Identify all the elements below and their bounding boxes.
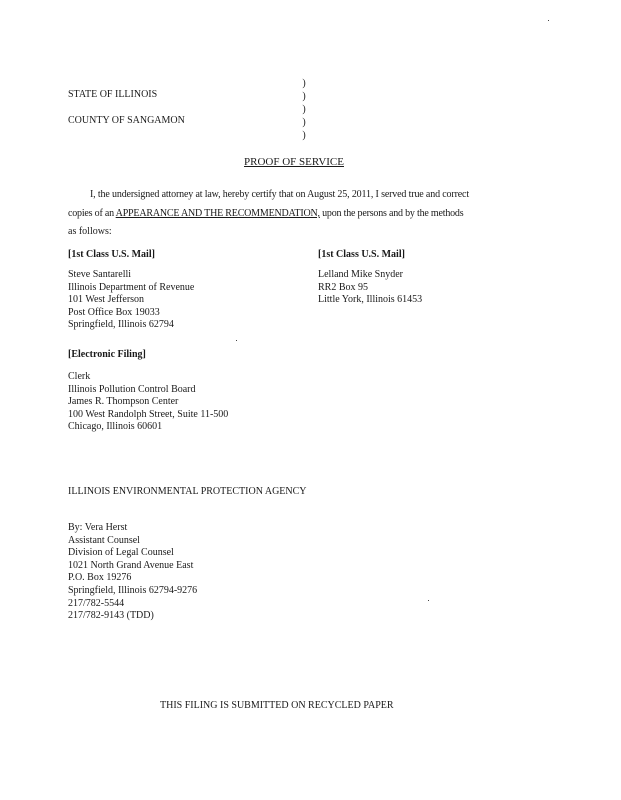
caption-parentheses: [301, 79, 307, 144]
signature-line: 217/782-9143 (TDD): [68, 610, 154, 622]
address-line: Illinois Department of Revenue: [68, 281, 195, 293]
signature-line: 1021 North Grand Avenue East: [68, 559, 194, 571]
signature-line: By: Vera Herst: [68, 522, 128, 533]
address-line: Chicago, Illinois 60601: [68, 421, 163, 433]
service-address-electronic: [68, 372, 228, 435]
service-method-right: [1st Class U.S. Mail]: [318, 249, 405, 260]
certification-text: upon the persons and by the methods: [319, 208, 464, 219]
address-line: Illinois Pollution Control Board: [68, 383, 196, 395]
scan-speck: [428, 600, 429, 601]
caption-paren: ): [302, 117, 306, 128]
caption-paren: ): [302, 78, 306, 89]
signature-block: [68, 523, 197, 624]
scan-speck: [236, 340, 237, 341]
address-line: Springfield, Illinois 62794: [68, 319, 174, 331]
agency-name: ILLINOIS ENVIRONMENTAL PROTECTION AGENCY: [68, 486, 307, 497]
certification-line-2: [68, 209, 463, 219]
signature-line: Assistant Counsel: [68, 534, 140, 546]
signature-line: Division of Legal Counsel: [68, 547, 174, 559]
scan-speck: [548, 20, 549, 21]
service-address-right: [318, 270, 422, 308]
address-line: Post Office Box 19033: [68, 306, 160, 318]
signature-line: Springfield, Illinois 62794-9276: [68, 584, 198, 596]
certification-text: copies of an: [68, 208, 116, 219]
caption-county: COUNTY OF SANGAMON: [68, 115, 185, 126]
signature-line: P.O. Box 19276: [68, 572, 132, 584]
address-line: Lelland Mike Snyder: [318, 269, 403, 280]
address-line: Clerk: [68, 371, 91, 382]
recycled-paper-notice: THIS FILING IS SUBMITTED ON RECYCLED PAPER: [160, 700, 394, 711]
address-line: 101 West Jefferson: [68, 294, 145, 306]
address-line: Little York, Illinois 61453: [318, 294, 423, 306]
signature-line: 217/782-5544: [68, 597, 125, 609]
caption-state: STATE OF ILLINOIS: [68, 89, 158, 100]
service-address-left: [68, 270, 194, 333]
address-line: 100 West Randolph Street, Suite 11-500: [68, 408, 229, 420]
certification-line-3: as follows:: [68, 226, 112, 237]
service-method-left: [1st Class U.S. Mail]: [68, 249, 155, 260]
certification-line-1: I, the undersigned attorney at law, hereby certify that on August 25, 2011, I served true and correct: [90, 189, 469, 200]
service-method-electronic: [Electronic Filing]: [68, 349, 146, 360]
address-line: Steve Santarelli: [68, 269, 132, 280]
address-line: RR2 Box 95: [318, 281, 369, 293]
caption-paren: ): [302, 130, 306, 141]
address-line: James R. Thompson Center: [68, 396, 179, 408]
caption-paren: ): [302, 104, 306, 115]
caption-paren: ): [302, 91, 306, 102]
document-title: PROOF OF SERVICE: [244, 156, 344, 168]
served-documents: APPEARANCE AND THE RECOMMENDATION,: [115, 208, 320, 219]
